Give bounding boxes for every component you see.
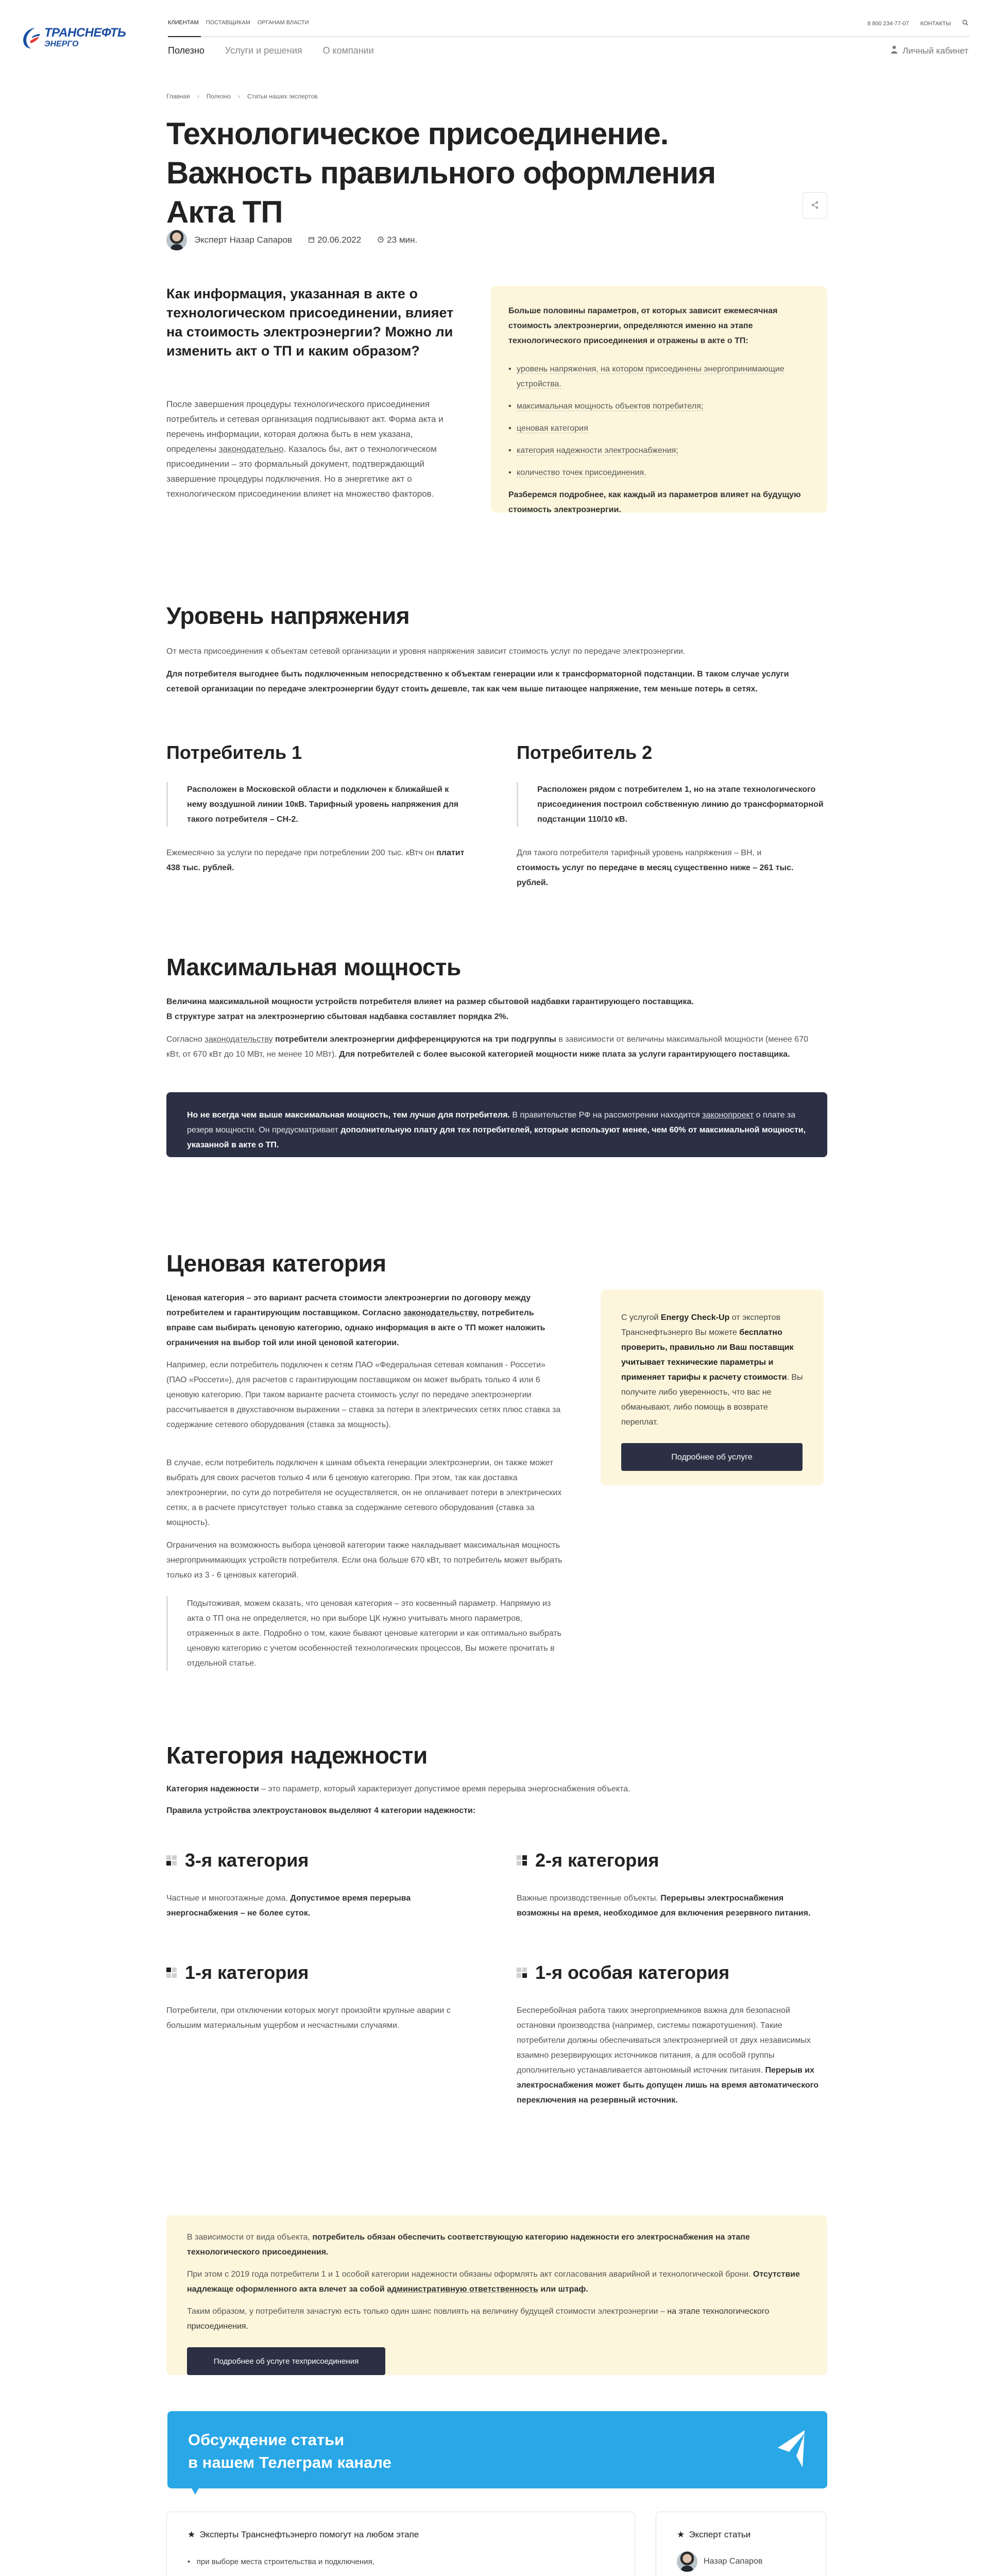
power-line-1: Величина максимальной мощности устройств потребителя влияет на размер сбытовой надбавки гарантирующего поставщика.	[166, 997, 694, 1006]
intro-text: После завершения процедуры технологического присоединения потребитель и сетевая организация подписывают акт. Форма акта и перечень информации, которая должна быть в нем указана, определены	[166, 399, 444, 454]
read-time-value: 23 мин.	[387, 235, 418, 245]
text: , потребитель вправе сам выбирать ценовую категорию, однако информация в акте о ТП может наложить ограничения на выбор той или иной ценовой категории.	[166, 1309, 545, 1347]
header-phone-link[interactable]: 8 800 234-77-07	[867, 20, 909, 27]
section-heading-reliability: Категория надежности	[166, 1742, 428, 1769]
category-heading	[166, 1850, 475, 1871]
text-bold: Категория надежности	[166, 1785, 259, 1793]
expert-profile[interactable]	[677, 2551, 805, 2572]
text: Частные и многоэтажные дома.	[166, 1894, 291, 1903]
price-paragraph-1	[166, 1291, 563, 1350]
audience-nav	[168, 20, 309, 26]
user-icon	[891, 45, 897, 56]
article-expert-title: Эксперт статьи	[689, 2530, 751, 2539]
text: Согласно	[166, 1035, 205, 1044]
section-heading-price: Ценовая категория	[166, 1250, 386, 1277]
category-level-icon	[166, 1968, 177, 1978]
category-card	[166, 1850, 475, 1921]
category-card	[166, 1962, 475, 2033]
parameter-link: количество точек присоединения.	[517, 468, 646, 477]
header-utilities	[867, 20, 968, 27]
category-title: 2-я категория	[535, 1850, 659, 1871]
text-bold: потребитель обязан обеспечить соответствующую категорию надежности его электроснабжения на этапе технологического присоединения.	[187, 2233, 750, 2257]
personal-cabinet-label: Личный кабинет	[902, 45, 968, 56]
legislation-link[interactable]: законодательству	[403, 1309, 477, 1317]
voltage-paragraph-1: От места присоединения к объектам сетевой организации и уровня напряжения зависит стоимость услуг по передаче электроэнергии.	[166, 647, 686, 656]
service-details-button[interactable]: Подробнее об услуге	[621, 1443, 803, 1471]
power-paragraph-2	[166, 1032, 821, 1062]
notice-text: В правительстве РФ на рассмотрении находится	[509, 1111, 703, 1120]
list-item[interactable]	[508, 399, 810, 414]
text: Важные производственные объекты.	[517, 1894, 661, 1903]
telegram-line-1: Обсуждение статьи	[188, 2431, 345, 2449]
text: Потребители, при отключении которых могут произойти крупные аварии с большим материальным ущербом и несчастными случаями.	[166, 2006, 451, 2030]
breadcrumb-home[interactable]: Главная	[166, 93, 190, 100]
intro-paragraph	[166, 397, 455, 501]
text: на этапе технологического присоединения.	[187, 2307, 770, 2331]
telegram-plane-icon	[776, 2429, 807, 2473]
experts-help-title: Эксперты Транснефтьэнерго помогут на любом этапе	[199, 2530, 419, 2539]
parameters-list	[508, 362, 810, 480]
read-time	[378, 235, 417, 245]
page-title: Технологическое присоединение. Важность правильного оформления Акта ТП	[166, 116, 716, 229]
star-icon: ★	[187, 2530, 196, 2539]
administrative-liability-link[interactable]: административную ответственность	[387, 2285, 538, 2294]
main-nav-services[interactable]: Услуги и решения	[225, 45, 302, 56]
text: Бесперебойная работа таких энергоприемников важна для безопасной остановки производства (например, системы пожаротушения). Такие потребители должны обеспечиваться электроэнергией от двух независимых взаимно резервирующих источников питания, а для особой группы дополнительно устанавливается автономный источник питания.	[517, 2006, 811, 2075]
share-icon	[811, 201, 819, 211]
parameter-link: уровень напряжения, на котором присоединены энергопринимающие устройства.	[517, 365, 785, 388]
logo-subtext: ЭНЕРГО	[44, 40, 79, 48]
section-heading-power: Максимальная мощность	[166, 954, 461, 980]
category-level-icon	[517, 1968, 527, 1978]
category-title: 1-я особая категория	[535, 1962, 730, 1983]
intro-question: Как информация, указанная в акте о технологическом присоединении, влияет на стоимость электроэнергии? Можно ли изменить акт о ТП и каким образом?	[166, 286, 454, 359]
category-text	[517, 2003, 821, 2108]
text-bold: потребители электроэнергии дифференцируются на три подгруппы	[272, 1035, 556, 1044]
audience-tab-authorities[interactable]: ОРГАНАМ ВЛАСТИ	[257, 20, 309, 26]
text-bold: Отсутствие надлежаще оформленного акта влечет за собой	[187, 2270, 800, 2294]
parameters-lead: Больше половины параметров, от которых зависит ежемесячная стоимость электроэнергии, определяются именно на этапе технологического присоединения и отражены в акте о ТП:	[508, 307, 778, 345]
parameter-link: максимальная мощность объектов потребителя;	[517, 402, 704, 411]
text: . Вы получите либо уверенность, что вас не обманывают, либо помощь в возврате переплат.	[621, 1373, 803, 1427]
category-title: 1-я категория	[185, 1962, 309, 1983]
logo[interactable]	[20, 25, 148, 50]
price-paragraph-2: Например, если потребитель подключен к сетям ПАО «Федеральная сетевая компания - Россети» (ПАО «Россети»), для расчетов с гарантирующим поставщиком он может выбрать только 4 или 6 ценовую категорию. При таком варианте расчета стоимость услуг по передаче электроэнергии рассчитывается в двухставочном выражении – ставка за потери в электрических сетях плюс ставка за содержание сетевого оборудования (ставка за мощность).	[166, 1361, 561, 1429]
parameters-box	[491, 286, 827, 513]
category-level-icon	[517, 1855, 527, 1866]
search-icon[interactable]	[962, 20, 968, 27]
reliability-paragraph-1	[166, 1782, 827, 1797]
category-heading	[517, 1962, 826, 1984]
expert-name: Назар Сапаров	[704, 2557, 763, 2566]
main-nav-useful[interactable]: Полезно	[168, 45, 204, 56]
consumer-title: Потребитель 2	[517, 742, 653, 763]
item-text: при выборе места строительства и подключения,	[196, 2557, 374, 2566]
text-bold: Допустимое время перерыва энергоснабжения – не более суток.	[166, 1894, 411, 1918]
author-name[interactable]: Эксперт Назар Сапаров	[194, 235, 293, 245]
power-line-2: В структуре затрат на электроэнергию сбытовая надбавка составляет порядка 2%.	[166, 1012, 509, 1021]
telegram-banner-title	[188, 2429, 391, 2474]
text: С услугой	[621, 1313, 661, 1322]
star-icon: ★	[677, 2530, 685, 2539]
text: в зависимости от величины максимальной мощности (менее 670 кВт, от 670 кВт до 10 МВт, не менее 10 МВт).	[166, 1035, 808, 1059]
active-indicator	[168, 36, 201, 37]
parameter-link: категория надежности электроснабжения;	[517, 446, 678, 455]
text: В зависимости от вида объекта,	[187, 2233, 313, 2242]
notice-text: о плате за резерв мощности. Он предусматривает	[187, 1111, 796, 1134]
consumer-card	[517, 742, 826, 890]
category-text	[166, 1891, 455, 1921]
category-text	[166, 2003, 465, 2033]
experts-help-card	[166, 2512, 635, 2576]
parameters-outro: Разберемся подробнее, как каждый из параметров влияет на будущую стоимость электроэнергии.	[508, 490, 801, 514]
date-value: 20.06.2022	[317, 235, 362, 245]
tech-connection-service-button[interactable]: Подробнее об услуге техприсоединения	[187, 2347, 385, 2375]
header-contacts-link[interactable]: КОНТАКТЫ	[920, 20, 951, 27]
reliability-categories	[166, 1850, 827, 2159]
text: Ценовая категория – это вариант расчета стоимости электроэнергии по договору между потребителем и гарантирующим поставщиком. Согласно	[166, 1294, 531, 1317]
breadcrumb-useful[interactable]: Полезно	[206, 93, 231, 100]
reliability-paragraph-2: Правила устройства электроустановок выделяют 4 категории надежности:	[166, 1806, 476, 1815]
category-heading	[166, 1962, 475, 1984]
energy-checkup-text	[621, 1310, 803, 1430]
chevron-right-icon: ›	[197, 93, 199, 100]
consumer-title: Потребитель 1	[166, 742, 302, 763]
text: При этом с 2019 года потребители 1 и 1 особой категории надежности обязаны оформлять акт согласования аварийной и технологической брони.	[187, 2270, 753, 2279]
result-bold: платит 438 тыс. рублей.	[166, 849, 465, 872]
chevron-right-icon: ›	[237, 93, 240, 100]
telegram-line-2: в нашем Телеграм канале	[188, 2453, 391, 2471]
price-paragraph-4: Ограничения на возможность выбора ценовой категории также накладывает максимальная мощность энергопринимающих устройств потребителя. Если она больше 670 кВт, то потребитель может выбрать только из 3 - 6 ценовых категорий.	[166, 1541, 562, 1580]
list-item[interactable]	[508, 421, 810, 436]
article-expert-heading	[677, 2530, 805, 2540]
category-text	[517, 1891, 821, 1921]
list-item: • при выборе места строительства и подключения,	[187, 2557, 374, 2566]
personal-cabinet-link[interactable]	[891, 45, 968, 56]
notice-paragraph-1	[187, 2230, 815, 2260]
breadcrumb	[166, 93, 827, 100]
text-bold: Energy Check-Up	[660, 1313, 730, 1322]
calendar-icon	[309, 235, 314, 245]
notice-bold: дополнительную плату для тех потребителей, которые используют менее, чем 60% от максимальной мощности, указанной в акте о ТП.	[187, 1126, 806, 1149]
legislation-link[interactable]: законодательно	[218, 444, 284, 454]
consumer-card	[166, 742, 475, 875]
category-heading	[517, 1850, 826, 1871]
speech-tail	[191, 2487, 199, 2495]
result-text: Ежемесячно за услуги по передаче при потреблении 200 тыс. кВтч он	[166, 849, 437, 857]
experts-help-list	[187, 2557, 614, 2576]
category-card	[517, 1850, 826, 1921]
price-paragraph-3: В случае, если потребитель подключен к шинам объекта генерации электроэнергии, он также может выбрать для своих расчетов только 4 или 6 ценовую категорию. При этом, так как доставка электроэнергии, по сути до потребителя не осуществляется, он не оплачивает потери в электрических сетях, а в расчете присутствует только ставка за содержание сетевого оборудования (ставка за мощность).	[166, 1459, 562, 1527]
clock-icon	[378, 235, 384, 245]
logo-mark-icon	[20, 26, 41, 49]
text: Таким образом, у потребителя зачастую есть только один шанс повлиять на величину будущей стоимости электроэнергии –	[187, 2307, 668, 2316]
list-item[interactable]	[508, 443, 810, 458]
result-text: Для такого потребителя тарифный уровень напряжения – ВН, и	[517, 849, 762, 857]
text-bold: Перерыв их электроснабжения может быть допущен лишь на время автоматического переключения на резервный источник.	[517, 2066, 819, 2105]
bill-link[interactable]: законопроект	[702, 1111, 754, 1120]
power-paragraph-1	[166, 994, 827, 1024]
audience-tab-clients[interactable]: КЛИЕНТАМ	[168, 20, 199, 26]
text-bold: Перерывы электроснабжения возможны на время, необходимое для включения резервного питания.	[517, 1894, 811, 1918]
text-bold: бесплатно проверить, правильно ли Ваш поставщик учитывает технические параметры и применяет тарифы к расчету стоимости	[621, 1328, 794, 1382]
article-meta	[166, 230, 827, 250]
reliability-notice-box	[166, 2215, 827, 2375]
power-notice	[166, 1092, 827, 1157]
expert-avatar	[677, 2551, 697, 2572]
text: от экспертов Транснефтьэнерго Вы можете	[621, 1313, 781, 1337]
logo-text: ТРАНСНЕФТЬ	[44, 26, 126, 40]
notice-paragraph-3	[187, 2304, 815, 2334]
list-item[interactable]	[508, 362, 810, 392]
breadcrumb-expert-articles[interactable]: Статьи наших экспертов	[247, 93, 318, 100]
energy-checkup-box	[601, 1290, 824, 1485]
telegram-banner[interactable]	[167, 2411, 827, 2488]
notice-paragraph-2	[187, 2267, 815, 2297]
legislation-link[interactable]: законодательству	[204, 1035, 273, 1044]
list-item[interactable]	[508, 465, 810, 480]
consumer-result	[517, 845, 805, 890]
site-header	[0, 0, 989, 61]
consumer-quote: Расположен рядом с потребителем 1, но на этапе технологического присоединения построил собственную линию до трансформаторной подстанции 110/10 кВ.	[517, 782, 826, 827]
main-nav-about[interactable]: О компании	[322, 45, 374, 56]
article-date	[309, 235, 361, 245]
audience-nav-underline	[168, 36, 969, 37]
category-card	[517, 1962, 826, 2108]
audience-tab-suppliers[interactable]: ПОСТАВЩИКАМ	[206, 20, 250, 26]
consumer-result	[166, 845, 475, 875]
share-button[interactable]	[803, 192, 827, 219]
text-bold: или штраф.	[538, 2285, 588, 2294]
consumer-quote: Расположен в Московской области и подключен к ближайшей к нему воздушной линии 10кВ. Тарифный уровень напряжения для такого потребителя – СН-2.	[166, 782, 470, 827]
parameter-link: ценовая категория	[517, 424, 588, 433]
main-nav	[168, 45, 374, 56]
voltage-paragraph-2: Для потребителя выгоднее быть подключенным непосредственно к объектам генерации или к трансформаторной подстанции. В таком случае услуги сетевой организации по передаче электроэнергии будут стоить дешевле, так как чем выше питающее напряжение, тем меньше потерь в сетях.	[166, 670, 789, 693]
article-expert-card	[656, 2512, 826, 2576]
intro-text-continued: . Казалось бы, акт о технологическом присоединении – это формальный документ, подтверждающий завершение процедуры подключения. Но в энергетике акт о технологическом присоединении влияет на множество факторов.	[166, 444, 437, 499]
consumers-comparison	[166, 742, 827, 896]
category-level-icon	[166, 1855, 177, 1866]
experts-help-heading	[187, 2530, 614, 2540]
text: – это параметр, который характеризует допустимое время перерыва энергоснабжения объекта.	[259, 1785, 630, 1793]
section-heading-voltage: Уровень напряжения	[166, 602, 410, 629]
price-summary-quote: Подытоживая, можем сказать, что ценовая категория – это косвенный параметр. Напрямую из акта о ТП она не определяется, но при выборе ЦК нужно учитывать много параметров, отраженных в акте. Подробно о том, какие бывают ценовые категории и как оптимально выбрать ценовую категорию с учетом особенностей технологических процессов, Вы можете прочитать в отдельной статье.	[166, 1596, 568, 1671]
author-avatar	[166, 230, 187, 250]
notice-bold: Но не всегда чем выше максимальная мощность, тем лучше для потребителя.	[187, 1111, 510, 1120]
text-bold: Для потребителей с более высокой категорией мощности ниже плата за услуги гарантирующего поставщика.	[339, 1050, 790, 1059]
result-bold: стоимость услуг по передаче в месяц существенно ниже – 261 тыс. рублей.	[517, 863, 794, 887]
category-title: 3-я категория	[185, 1850, 309, 1871]
